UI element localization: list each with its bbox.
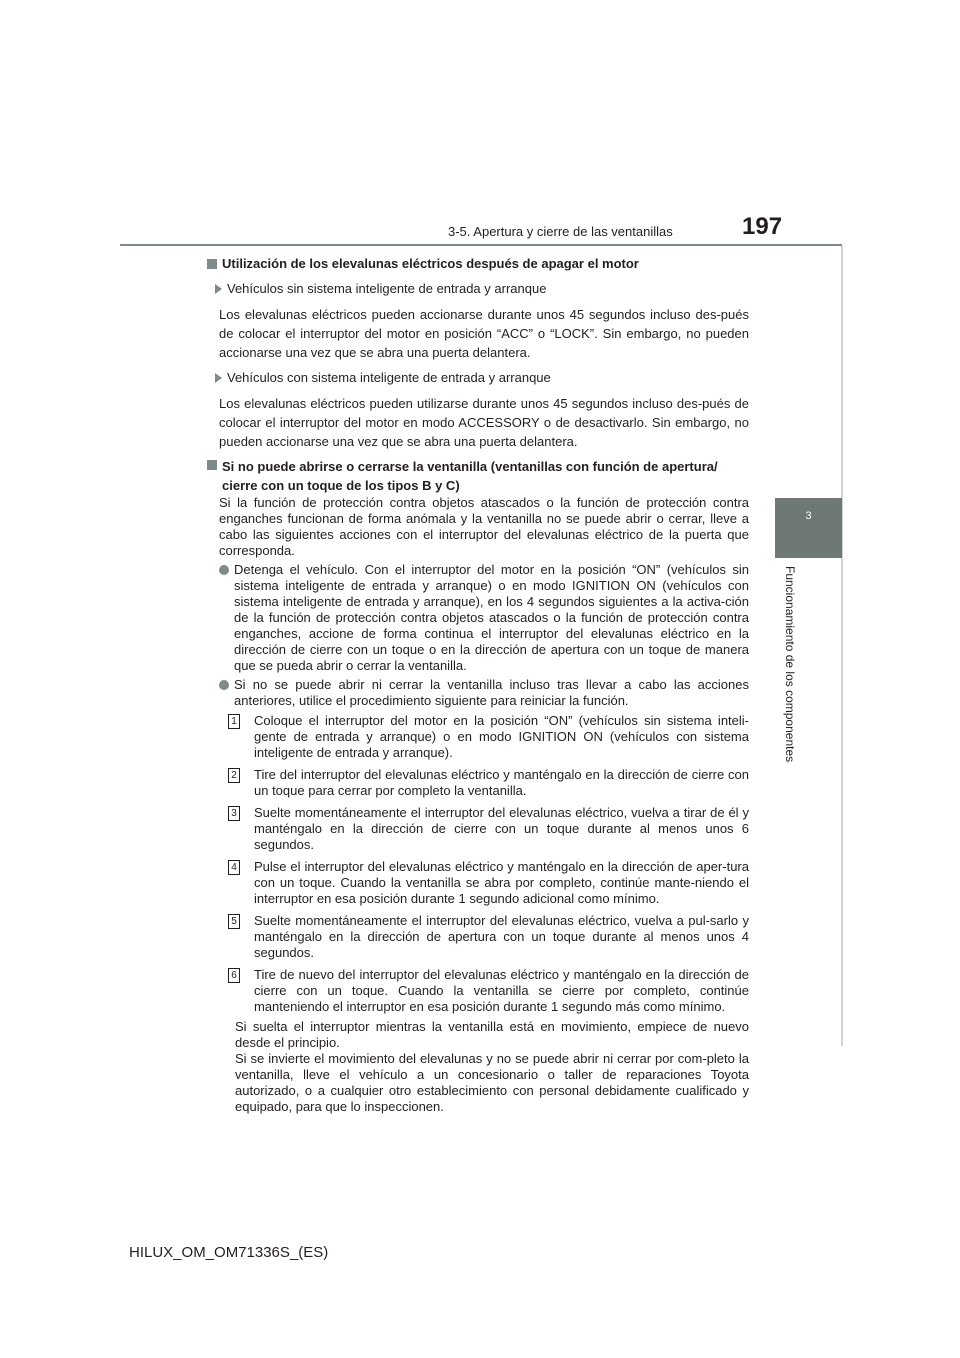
step-number-badge: 3 [228, 806, 240, 821]
step-number-badge: 1 [228, 714, 240, 729]
bullet-item [207, 562, 749, 674]
note-paragraph-2: Si se invierte el movimiento del elevalunas y no se puede abrir ni cerrar por com-pleto la ventanilla, lleve el vehículo a un concesionario o taller de reparaciones Toyota autorizado, o a cualquier otro establecimiento con personal debidamente cualificado y equipado, para que lo inspeccionen. [235, 1051, 749, 1114]
document-code: HILUX_OM_OM71336S_(ES) [129, 1244, 329, 1261]
section-heading-2 [207, 457, 749, 495]
step-text: Tire de nuevo del interruptor del elevalunas eléctrico y manténgalo en la dirección de cierre con un toque. Cuando la ventanilla se cierre por completo, continúe manteniendo el interruptor en esa posición durante 1 segundo más como mínimo. [254, 967, 749, 1014]
heading-text: Si no puede abrirse o cerrarse la ventanilla (ventanillas con función de apertura/ cierre con un toque de los tipos B y C) [222, 459, 718, 493]
circle-bullet-icon [219, 565, 229, 575]
step-item [207, 767, 749, 799]
step-item [207, 805, 749, 853]
section-heading-1 [207, 256, 749, 272]
step-number-badge: 6 [228, 968, 240, 983]
bullet-text: Si no se puede abrir ni cerrar la ventanilla incluso tras llevar a cabo las acciones anteriores, utilice el procedimiento siguiente para reiniciar la función. [234, 677, 749, 708]
chapter-number: 3 [805, 510, 812, 522]
chapter-title-vertical [783, 566, 803, 796]
subheading-2 [207, 370, 749, 386]
step-item [207, 913, 749, 961]
heading-text: Utilización de los elevalunas eléctricos después de apagar el motor [222, 256, 639, 271]
step-text: Tire del interruptor del elevalunas eléctrico y manténgalo en la dirección de cierre con un toque para cerrar por completo la ventanilla. [254, 767, 749, 798]
chapter-title: Funcionamiento de los componentes [783, 566, 797, 763]
step-number-badge: 2 [228, 768, 240, 783]
step-text: Coloque el interruptor del motor en la posición “ON” (vehículos sin sistema inteli-gente de entrada y arranque) o en modo IGNITION ON (vehículos con sistema inteligente de entrada y arranque). [254, 713, 749, 760]
triangle-bullet-icon [215, 284, 222, 294]
step-item [207, 859, 749, 907]
note-paragraph-1: Si suelta el interruptor mientras la ventanilla está en movimiento, empiece de nuevo desde el principio. [235, 1019, 749, 1050]
chapter-tab[interactable] [775, 498, 842, 558]
side-divider [841, 246, 843, 1046]
bullet-item [207, 677, 749, 709]
subheading-text: Vehículos con sistema inteligente de entrada y arranque [227, 370, 551, 385]
subheading-1 [207, 281, 749, 297]
step-item [207, 967, 749, 1015]
page-number: 197 [742, 213, 783, 240]
square-bullet-icon [207, 460, 217, 470]
step-text: Suelte momentáneamente el interruptor del elevalunas eléctrico, vuelva a pul-sarlo y manténgalo en la dirección de apertura con un toque durante al menos unos 4 segundos. [254, 913, 749, 960]
bullet-text: Detenga el vehículo. Con el interruptor del motor en la posición “ON” (vehículos sin sistema inteligente de entrada y arranque) o en modo IGNITION ON (vehículos con sistema inteligente de entrada y arranque), en los 4 segundos siguientes a la activa-ción de la función de protección contra objetos atascados o la función de protección contra enganches, accione de forma continua el interruptor del elevalunas eléctrico en la dirección de cierre con un toque o en la dirección de apertura con un toque de manera que se pueda abrir o cerrar la ventanilla. [234, 562, 749, 673]
step-text: Pulse el interruptor del elevalunas eléctrico y manténgalo en la dirección de aper-tura con un toque. Cuando la ventanilla se abra por completo, continúe mante-niendo el interruptor en esa posición durante 1 segundo adicional como mínimo. [254, 859, 749, 906]
header-divider [120, 244, 842, 246]
subheading-text: Vehículos sin sistema inteligente de entrada y arranque [227, 281, 547, 296]
page-body [207, 256, 749, 1115]
paragraph-3: Si la función de protección contra objetos atascados o la función de protección contra enganches funcionan de forma anómala y la ventanilla no se puede abrir o cerrar, lleve a cabo las siguientes acciones con el interruptor del elevalunas eléctrico de la puerta que corresponda. [219, 495, 749, 558]
paragraph-1: Los elevalunas eléctricos pueden accionarse durante unos 45 segundos incluso des-pués de colocar el interruptor del motor en posición “ACC” o “LOCK”. Sin embargo, no pueden accionarse una vez que se abra una puerta delantera. [219, 307, 749, 360]
step-number-badge: 4 [228, 860, 240, 875]
paragraph-2: Los elevalunas eléctricos pueden utilizarse durante unos 45 segundos incluso des-pués de colocar el interruptor del motor en modo ACCESSORY o de desactivarlo. Sin embargo, no pueden accionarse una vez que se abra una puerta delantera. [219, 396, 749, 449]
triangle-bullet-icon [215, 373, 222, 383]
step-number-badge: 5 [228, 914, 240, 929]
section-title: 3-5. Apertura y cierre de las ventanillas [448, 224, 673, 239]
circle-bullet-icon [219, 680, 229, 690]
step-item [207, 713, 749, 761]
square-bullet-icon [207, 259, 217, 269]
step-text: Suelte momentáneamente el interruptor del elevalunas eléctrico, vuelva a tirar de él y manténgalo en la dirección de cierre con un toque durante al menos unos 6 segundos. [254, 805, 749, 852]
